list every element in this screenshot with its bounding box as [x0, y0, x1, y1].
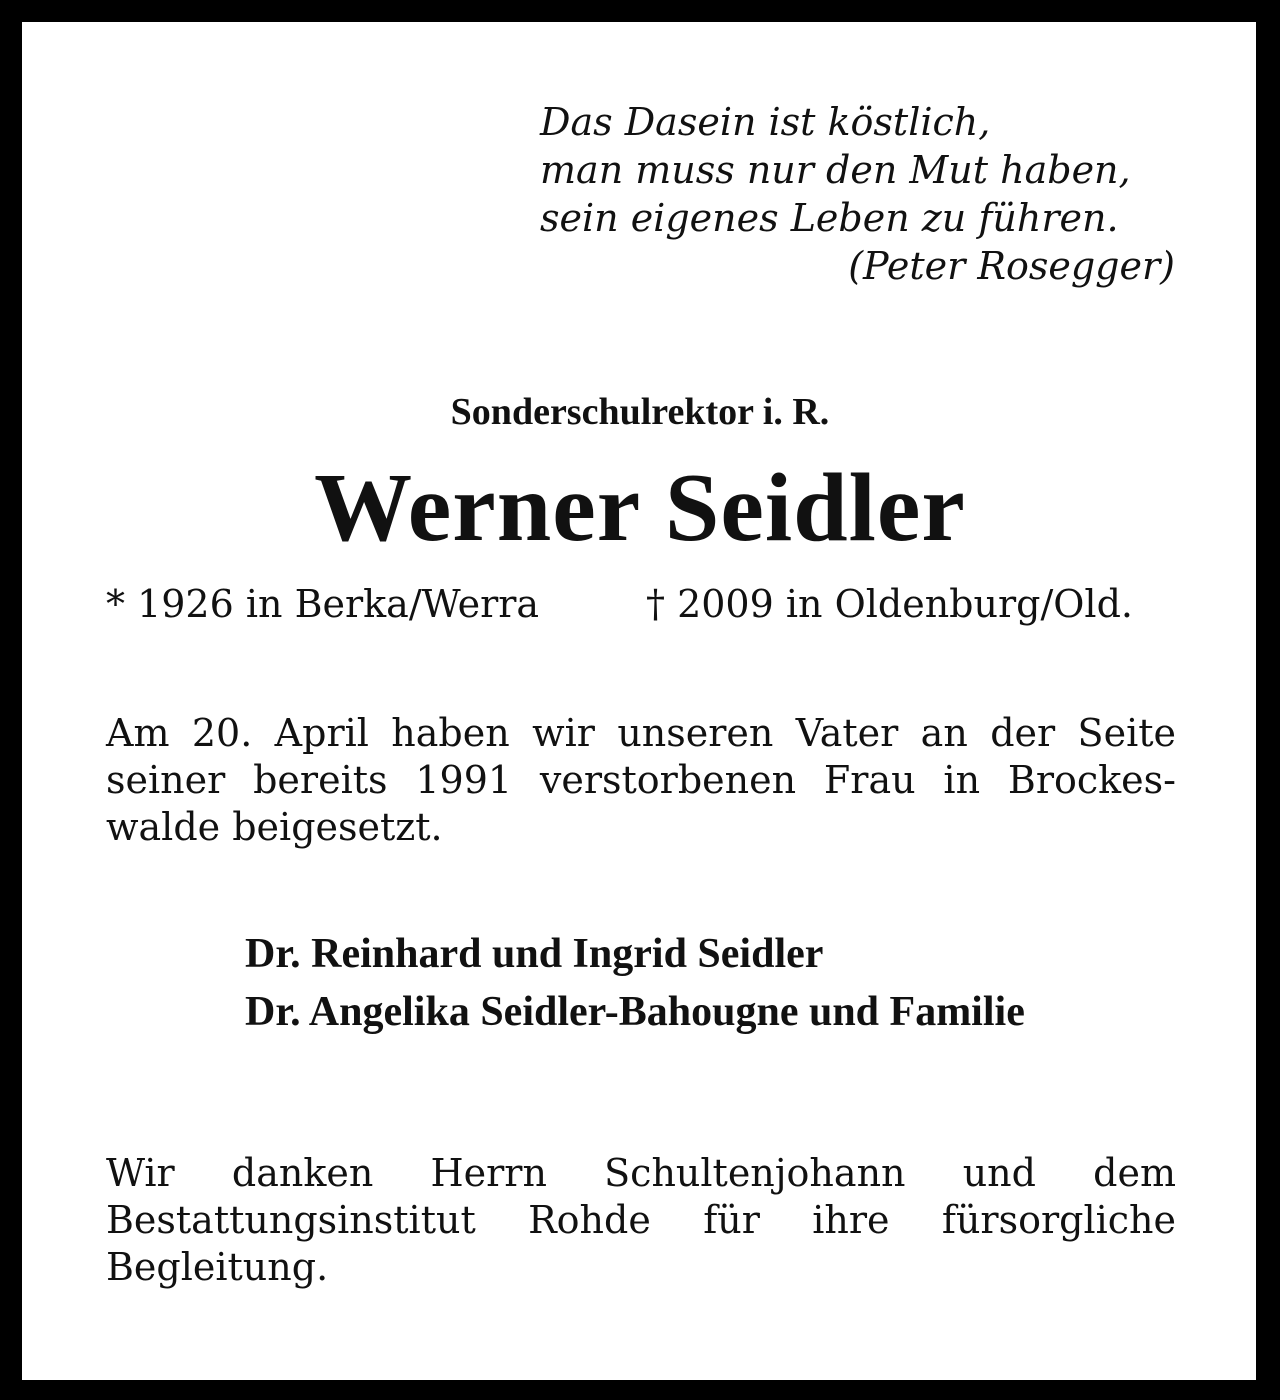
birth-info: * 1926 in Berka/Werra	[106, 582, 540, 626]
thanks-line-3: Begleitung.	[106, 1245, 329, 1289]
burial-notice-line-1: Am 20. April haben wir unseren Vater an der Seite	[106, 711, 1176, 755]
quote-author: (Peter Rosegger)	[848, 244, 1175, 288]
quote-line-2: man muss nur den Mut haben,	[540, 148, 1131, 192]
thanks-line-2: Bestattungsinstitut Rohde für ihre fürsorgliche	[106, 1198, 1176, 1242]
mourner-2: Dr. Angelika Seidler-Bahougne und Familie	[245, 989, 1025, 1035]
deceased-title: Sonderschulrektor i. R.	[450, 391, 830, 433]
burial-notice-line-2: seiner bereits 1991 verstorbenen Frau in Brockes-	[106, 758, 1176, 802]
quote-line-1: Das Dasein ist köstlich,	[540, 100, 991, 144]
quote-line-3: sein eigenes Leben zu führen.	[540, 196, 1119, 240]
mourner-1: Dr. Reinhard und Ingrid Seidler	[245, 931, 824, 977]
thanks-line-1: Wir danken Herrn Schultenjohann und dem	[106, 1151, 1176, 1195]
burial-notice-line-3: walde beigesetzt.	[106, 805, 443, 849]
death-info: † 2009 in Oldenburg/Old.	[646, 582, 1133, 626]
deceased-name: Werner Seidler	[314, 454, 966, 562]
